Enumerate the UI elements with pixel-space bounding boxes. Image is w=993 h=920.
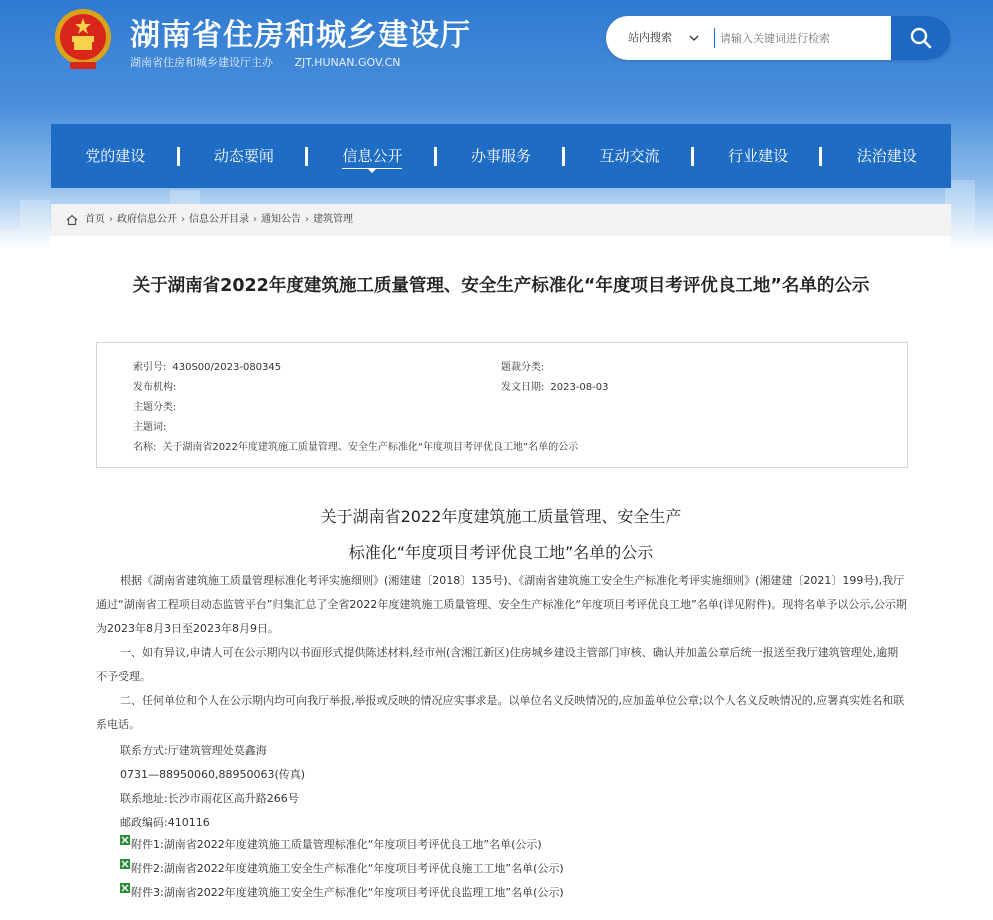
body-title-line2: 标准化“年度项目考评优良工地”名单的公示 (348, 543, 654, 562)
site-subtitle (130, 54, 419, 70)
search-box (606, 16, 951, 60)
excel-file-icon (120, 883, 130, 893)
site-domain: ZJT.HUNAN.GOV.CN (294, 56, 401, 69)
meta-index: 索引号: 430S00/2023-080345 (133, 362, 282, 373)
paragraph-1: 根据《湖南省建筑施工质量管理标准化考评实施细则》(湘建建〔2018〕135号)、《湖南省建筑施工安全生产标准化考评实施细则》(湘建建〔2021〕199号),我厅通过“湖南省工程项目动态监管平台”归集汇总了全省2022年度建筑施工质量管理、安全生产标准化“年度项目考评优良工地”名单(详见附件)。现将名单予以公示,公示期为2023年8月3日至2023年8月9日。 (96, 574, 907, 635)
site-header (0, 0, 993, 120)
nav-item-party-building[interactable]: 党的建设 (51, 124, 180, 188)
nav-item-info-disclosure[interactable]: 信息公开 (308, 124, 437, 188)
contact-postcode: 邮政编码:410116 (120, 816, 210, 829)
site-title: 湖南省住房和城乡建设厅 (130, 18, 471, 53)
search-input[interactable] (718, 24, 892, 52)
meta-name: 名称: 关于湖南省2022年度建筑施工质量管理、安全生产标准化“年度项目考评优良工地”名单的公示 (133, 442, 579, 453)
content-panel (51, 204, 951, 920)
attachment-link-1[interactable]: 附件1:湖南省2022年度建筑施工质量管理标准化“年度项目考评优良工地”名单(公示) (120, 836, 542, 852)
breadcrumb-gov-info[interactable]: 政府信息公开 (117, 214, 177, 225)
contact-address: 联系地址:长沙市雨花区高升路266号 (120, 792, 299, 805)
nav-item-industry[interactable]: 行业建设 (694, 124, 823, 188)
site-sponsor: 湖南省住房和城乡建设厅主办 (130, 56, 273, 69)
attachment-link-2[interactable]: 附件2:湖南省2022年度建筑施工安全生产标准化“年度项目考评优良施工工地”名单(公示) (120, 860, 564, 876)
excel-file-icon (120, 835, 130, 845)
nav-item-interaction[interactable]: 互动交流 (565, 124, 694, 188)
attachment-link-3[interactable]: 附件3:湖南省2022年度建筑施工安全生产标准化“年度项目考评优良监理工地”名单(公示) (120, 884, 564, 900)
search-divider (714, 28, 715, 48)
main-nav (51, 124, 951, 188)
paragraph-3: 二、任何单位和个人在公示期内均可向我厅举报,举报或反映的情况应实事求是。以单位名义反映情况的,应加盖单位公章;以个人名义反映情况的,应署真实姓名和联系电话。 (96, 694, 905, 731)
chevron-down-icon[interactable] (688, 32, 700, 44)
article-title: 关于湖南省2022年度建筑施工质量管理、安全生产标准化“年度项目考评优良工地”名单的公示 (132, 276, 870, 296)
active-caret-icon (367, 168, 377, 173)
meta-keywords: 主题词: (133, 422, 167, 433)
home-icon (66, 214, 78, 226)
article-meta-box (96, 342, 908, 468)
search-icon (909, 26, 933, 50)
breadcrumb-home[interactable]: 首页 (85, 214, 105, 225)
meta-date: 发文日期: 2023-08-03 (501, 382, 609, 393)
contact-info: 联系方式:厅建筑管理处莫鑫海 (120, 744, 267, 757)
contact-phone: 0731—88950060,88950063(传真) (120, 768, 306, 781)
paragraph-2: 一、如有异议,申请人可在公示期内以书面形式提供陈述材料,经市州(含湘江新区)住房城乡建设主管部门审核、确认并加盖公章后统一报送至我厅建筑管理处,逾期不予受理。 (96, 646, 899, 683)
nav-item-services[interactable]: 办事服务 (437, 124, 566, 188)
breadcrumb-info-catalog[interactable]: 信息公开目录 (189, 214, 249, 225)
search-scope-select[interactable]: 站内搜索 (628, 31, 672, 44)
breadcrumb-construction-mgmt[interactable]: 建筑管理 (313, 214, 353, 225)
search-button[interactable] (891, 16, 951, 60)
national-emblem-icon (50, 6, 116, 72)
breadcrumb: 首页 › 政府信息公开 › 信息公开目录 › 通知公告 › 建筑管理 (51, 204, 951, 236)
breadcrumb-notices[interactable]: 通知公告 (261, 214, 301, 225)
meta-publisher: 发布机构: (133, 382, 177, 393)
excel-file-icon (120, 859, 130, 869)
nav-item-rule-of-law[interactable]: 法治建设 (856, 147, 917, 165)
nav-item-news[interactable]: 动态要闻 (180, 124, 309, 188)
body-title-line1: 关于湖南省2022年度建筑施工质量管理、安全生产 (320, 507, 682, 526)
meta-topic: 主题分类: (133, 402, 177, 413)
meta-category: 题裁分类: (501, 362, 545, 373)
